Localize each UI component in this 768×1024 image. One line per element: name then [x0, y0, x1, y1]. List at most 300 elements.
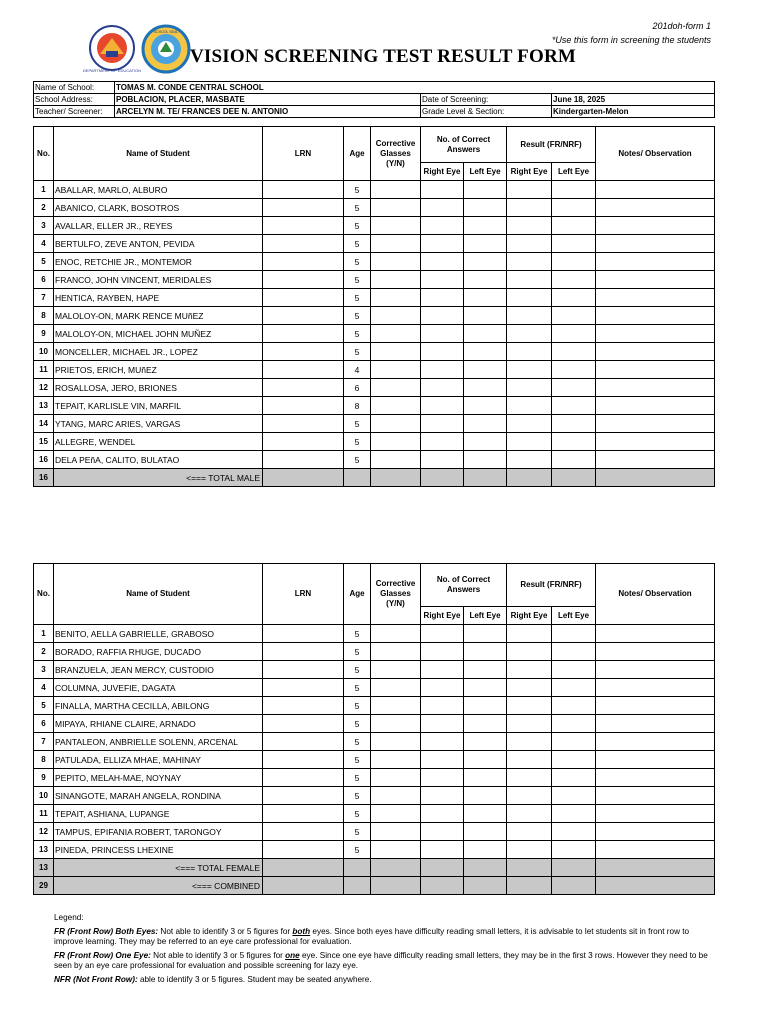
student-row: [34, 697, 715, 715]
student-no: 11: [34, 805, 54, 823]
legend-nfr-term: NFR (Not Front Row):: [54, 974, 138, 984]
result-left-eye: [552, 769, 596, 787]
student-glasses: [371, 805, 421, 823]
empty-cell: [464, 877, 507, 895]
student-age: 6: [344, 379, 371, 397]
student-lrn: [263, 823, 344, 841]
empty-cell: [344, 877, 371, 895]
date-label: Date of Screening:: [421, 94, 552, 106]
correct-left-eye: [464, 397, 507, 415]
student-name: TAMPUS, EPIFANIA ROBERT, TARONGOY: [54, 823, 263, 841]
legend-text: Not able to identify 3 or 5 figures for: [150, 950, 286, 960]
student-glasses: [371, 343, 421, 361]
result-left-eye: [552, 643, 596, 661]
correct-left-eye: [464, 841, 507, 859]
student-notes: [596, 235, 715, 253]
student-glasses: [371, 253, 421, 271]
student-row: [34, 643, 715, 661]
student-name: BERTULFO, ZEVE ANTON, PEVIDA: [54, 235, 263, 253]
correct-right-eye: [421, 415, 464, 433]
correct-left-eye: [464, 769, 507, 787]
student-lrn: [263, 769, 344, 787]
student-notes: [596, 841, 715, 859]
student-name: DELA PEñA, CALITO, BULATAO: [54, 451, 263, 469]
correct-left-eye: [464, 715, 507, 733]
school-label: Name of School:: [34, 82, 115, 94]
student-name: MONCELLER, MICHAEL JR., LOPEZ: [54, 343, 263, 361]
student-lrn: [263, 625, 344, 643]
student-lrn: [263, 751, 344, 769]
student-no: 16: [34, 451, 54, 469]
correct-left-eye: [464, 343, 507, 361]
student-age: 5: [344, 841, 371, 859]
student-age: 5: [344, 697, 371, 715]
correct-right-eye: [421, 451, 464, 469]
form-code: 201doh-form 1: [652, 21, 711, 31]
result-right-eye: [507, 271, 552, 289]
student-notes: [596, 343, 715, 361]
student-no: 7: [34, 733, 54, 751]
result-right-eye: [507, 217, 552, 235]
student-glasses: [371, 823, 421, 841]
student-age: 5: [344, 679, 371, 697]
empty-cell: [421, 877, 464, 895]
student-age: 5: [344, 271, 371, 289]
col-result-right: Right Eye: [507, 607, 552, 625]
student-row: [34, 661, 715, 679]
student-notes: [596, 217, 715, 235]
student-name: MALOLOY-ON, MARK RENCE MUñEZ: [54, 307, 263, 325]
student-no: 4: [34, 679, 54, 697]
student-glasses: [371, 697, 421, 715]
student-glasses: [371, 661, 421, 679]
student-row: [34, 361, 715, 379]
correct-right-eye: [421, 715, 464, 733]
student-no: 1: [34, 625, 54, 643]
result-left-eye: [552, 325, 596, 343]
student-glasses: [371, 235, 421, 253]
student-lrn: [263, 805, 344, 823]
student-lrn: [263, 397, 344, 415]
correct-right-eye: [421, 343, 464, 361]
result-left-eye: [552, 235, 596, 253]
result-right-eye: [507, 787, 552, 805]
student-no: 10: [34, 787, 54, 805]
result-left-eye: [552, 661, 596, 679]
col-result-right: Right Eye: [507, 163, 552, 181]
form-code-block: [552, 19, 711, 47]
result-right-eye: [507, 415, 552, 433]
student-age: 5: [344, 433, 371, 451]
result-right-eye: [507, 343, 552, 361]
correct-right-eye: [421, 361, 464, 379]
student-notes: [596, 253, 715, 271]
teacher-label: Teacher/ Screener:: [34, 106, 115, 118]
student-no: 6: [34, 715, 54, 733]
result-right-eye: [507, 751, 552, 769]
correct-left-eye: [464, 733, 507, 751]
col-no: No.: [34, 127, 54, 181]
student-no: 10: [34, 343, 54, 361]
student-row: [34, 307, 715, 325]
student-name: PATULADA, ELLIZA MHAE, MAHINAY: [54, 751, 263, 769]
student-row: [34, 715, 715, 733]
empty-cell: [507, 469, 552, 487]
result-right-eye: [507, 769, 552, 787]
result-right-eye: [507, 181, 552, 199]
student-glasses: [371, 271, 421, 289]
empty-cell: [464, 469, 507, 487]
result-right-eye: [507, 841, 552, 859]
student-notes: [596, 823, 715, 841]
correct-right-eye: [421, 697, 464, 715]
col-name: Name of Student: [54, 564, 263, 625]
student-row: [34, 253, 715, 271]
result-left-eye: [552, 751, 596, 769]
student-name: YTANG, MARC ARIES, VARGAS: [54, 415, 263, 433]
legend-fr-one-term: FR (Front Row) One Eye:: [54, 950, 151, 960]
correct-right-eye: [421, 397, 464, 415]
legend-fr-one: [54, 951, 714, 972]
result-left-eye: [552, 733, 596, 751]
student-glasses: [371, 625, 421, 643]
result-right-eye: [507, 823, 552, 841]
col-correct-left: Left Eye: [464, 607, 507, 625]
correct-right-eye: [421, 271, 464, 289]
student-age: 5: [344, 199, 371, 217]
student-lrn: [263, 415, 344, 433]
correct-right-eye: [421, 199, 464, 217]
correct-left-eye: [464, 787, 507, 805]
result-right-eye: [507, 697, 552, 715]
student-no: 7: [34, 289, 54, 307]
student-glasses: [371, 751, 421, 769]
col-glasses: Corrective Glasses (Y/N): [371, 127, 421, 181]
empty-cell: [344, 469, 371, 487]
correct-right-eye: [421, 661, 464, 679]
correct-left-eye: [464, 805, 507, 823]
col-correct: No. of Correct Answers: [421, 564, 507, 607]
empty-cell: [552, 877, 596, 895]
student-lrn: [263, 181, 344, 199]
student-glasses: [371, 361, 421, 379]
student-age: 5: [344, 325, 371, 343]
address-label: School Address:: [34, 94, 115, 106]
result-right-eye: [507, 379, 552, 397]
svg-text:DEPARTMENT OF EDUCATION: DEPARTMENT OF EDUCATION: [82, 68, 142, 73]
date-value: June 18, 2025: [552, 94, 715, 106]
correct-left-eye: [464, 625, 507, 643]
correct-left-eye: [464, 823, 507, 841]
correct-left-eye: [464, 697, 507, 715]
student-lrn: [263, 787, 344, 805]
student-no: 2: [34, 643, 54, 661]
student-name: FINALLA, MARTHA CECILLA, ABILONG: [54, 697, 263, 715]
student-lrn: [263, 643, 344, 661]
student-no: 5: [34, 697, 54, 715]
student-age: 5: [344, 733, 371, 751]
student-row: [34, 379, 715, 397]
student-no: 4: [34, 235, 54, 253]
student-glasses: [371, 787, 421, 805]
correct-right-eye: [421, 289, 464, 307]
student-notes: [596, 325, 715, 343]
empty-cell: [507, 859, 552, 877]
student-notes: [596, 379, 715, 397]
student-lrn: [263, 679, 344, 697]
result-right-eye: [507, 235, 552, 253]
student-notes: [596, 715, 715, 733]
student-lrn: [263, 307, 344, 325]
student-age: 5: [344, 751, 371, 769]
student-notes: [596, 625, 715, 643]
form-note: *Use this form in screening the students: [551, 35, 711, 45]
student-glasses: [371, 307, 421, 325]
legend-text: eyes. Since both eyes have difficulty reading small letters, it is advisable to let students sit in front row to improve learning. They may be referred to an eye care professional for evaluation.: [54, 926, 690, 946]
student-no: 14: [34, 415, 54, 433]
result-left-eye: [552, 697, 596, 715]
result-left-eye: [552, 823, 596, 841]
student-no: 5: [34, 253, 54, 271]
col-age: Age: [344, 127, 371, 181]
student-name: TEPAIT, KARLISLE VIN, MARFIL: [54, 397, 263, 415]
student-no: 11: [34, 361, 54, 379]
legend: [54, 913, 714, 988]
student-no: 1: [34, 181, 54, 199]
female-total-label: <=== TOTAL FEMALE: [54, 859, 263, 877]
student-age: 5: [344, 715, 371, 733]
student-notes: [596, 697, 715, 715]
student-name: PEPITO, MELAH-MAE, NOYNAY: [54, 769, 263, 787]
student-lrn: [263, 361, 344, 379]
result-left-eye: [552, 841, 596, 859]
empty-cell: [371, 469, 421, 487]
student-age: 5: [344, 289, 371, 307]
student-glasses: [371, 217, 421, 235]
result-right-eye: [507, 679, 552, 697]
student-lrn: [263, 715, 344, 733]
result-right-eye: [507, 715, 552, 733]
school-value: TOMAS M. CONDE CENTRAL SCHOOL: [115, 82, 715, 94]
student-notes: [596, 679, 715, 697]
col-lrn: LRN: [263, 564, 344, 625]
student-notes: [596, 433, 715, 451]
student-notes: [596, 199, 715, 217]
col-correct-right: Right Eye: [421, 163, 464, 181]
student-no: 13: [34, 841, 54, 859]
student-notes: [596, 397, 715, 415]
student-glasses: [371, 415, 421, 433]
empty-cell: [371, 859, 421, 877]
student-age: 5: [344, 415, 371, 433]
result-left-eye: [552, 343, 596, 361]
student-name: MIPAYA, RHIANE CLAIRE, ARNADO: [54, 715, 263, 733]
empty-cell: [596, 877, 715, 895]
student-glasses: [371, 733, 421, 751]
legend-emphasis: both: [292, 926, 311, 936]
student-notes: [596, 307, 715, 325]
student-lrn: [263, 661, 344, 679]
student-age: 5: [344, 235, 371, 253]
correct-right-eye: [421, 643, 464, 661]
col-correct: No. of Correct Answers: [421, 127, 507, 163]
student-glasses: [371, 769, 421, 787]
result-right-eye: [507, 643, 552, 661]
student-age: 4: [344, 361, 371, 379]
correct-left-eye: [464, 181, 507, 199]
empty-cell: [464, 859, 507, 877]
result-left-eye: [552, 289, 596, 307]
legend-emphasis: one: [285, 950, 300, 960]
col-glasses: Corrective Glasses (Y/N): [371, 564, 421, 625]
correct-left-eye: [464, 199, 507, 217]
student-lrn: [263, 271, 344, 289]
student-row: [34, 325, 715, 343]
student-notes: [596, 271, 715, 289]
col-name: Name of Student: [54, 127, 263, 181]
student-name: ABALLAR, MARLO, ALBURO: [54, 181, 263, 199]
correct-right-eye: [421, 217, 464, 235]
correct-left-eye: [464, 235, 507, 253]
student-row: [34, 415, 715, 433]
empty-cell: [263, 469, 344, 487]
student-lrn: [263, 451, 344, 469]
result-right-eye: [507, 199, 552, 217]
student-name: PINEDA, PRINCESS LHEXINE: [54, 841, 263, 859]
student-age: 5: [344, 661, 371, 679]
result-left-eye: [552, 679, 596, 697]
student-row: [34, 751, 715, 769]
result-left-eye: [552, 787, 596, 805]
student-lrn: [263, 433, 344, 451]
student-glasses: [371, 325, 421, 343]
grade-label: Grade Level & Section:: [421, 106, 552, 118]
correct-right-eye: [421, 787, 464, 805]
student-name: ENOC, RETCHIE JR., MONTEMOR: [54, 253, 263, 271]
student-no: 8: [34, 751, 54, 769]
correct-left-eye: [464, 271, 507, 289]
result-right-eye: [507, 451, 552, 469]
student-lrn: [263, 841, 344, 859]
correct-left-eye: [464, 307, 507, 325]
student-age: 5: [344, 787, 371, 805]
student-age: 5: [344, 643, 371, 661]
result-left-eye: [552, 625, 596, 643]
empty-cell: [263, 859, 344, 877]
student-glasses: [371, 679, 421, 697]
student-name: ALLEGRE, WENDEL: [54, 433, 263, 451]
student-lrn: [263, 253, 344, 271]
student-glasses: [371, 451, 421, 469]
student-lrn: [263, 343, 344, 361]
result-right-eye: [507, 733, 552, 751]
address-value: POBLACION, PLACER, MASBATE: [115, 94, 421, 106]
student-no: 3: [34, 217, 54, 235]
legend-title: Legend:: [54, 913, 84, 922]
student-name: HENTICA, RAYBEN, HAPE: [54, 289, 263, 307]
school-seal-logo: [140, 24, 192, 79]
school-info-table: [33, 81, 715, 118]
student-notes: [596, 787, 715, 805]
student-glasses: [371, 181, 421, 199]
correct-left-eye: [464, 361, 507, 379]
correct-left-eye: [464, 433, 507, 451]
student-row: [34, 787, 715, 805]
correct-right-eye: [421, 625, 464, 643]
student-no: 15: [34, 433, 54, 451]
student-age: 5: [344, 217, 371, 235]
empty-cell: [421, 859, 464, 877]
result-right-eye: [507, 805, 552, 823]
student-glasses: [371, 397, 421, 415]
col-lrn: LRN: [263, 127, 344, 181]
student-row: [34, 397, 715, 415]
student-row: [34, 271, 715, 289]
correct-left-eye: [464, 379, 507, 397]
student-age: 5: [344, 805, 371, 823]
result-right-eye: [507, 361, 552, 379]
svg-text:SCHOOL SEAL: SCHOOL SEAL: [153, 30, 179, 34]
student-notes: [596, 751, 715, 769]
female-total-count: 13: [34, 859, 54, 877]
col-result: Result (FR/NRF): [507, 564, 596, 607]
student-lrn: [263, 733, 344, 751]
col-age: Age: [344, 564, 371, 625]
student-age: 5: [344, 181, 371, 199]
result-left-eye: [552, 379, 596, 397]
male-total-label: <=== TOTAL MALE: [54, 469, 263, 487]
correct-right-eye: [421, 253, 464, 271]
col-result: Result (FR/NRF): [507, 127, 596, 163]
col-notes: Notes/ Observation: [596, 127, 715, 181]
student-row: [34, 733, 715, 751]
result-left-eye: [552, 715, 596, 733]
correct-right-eye: [421, 823, 464, 841]
male-total-count: 16: [34, 469, 54, 487]
student-row: [34, 181, 715, 199]
result-left-eye: [552, 415, 596, 433]
student-name: BENITO, AELLA GABRIELLE, GRABOSO: [54, 625, 263, 643]
student-no: 9: [34, 325, 54, 343]
correct-right-eye: [421, 769, 464, 787]
female-students-table: [33, 563, 715, 895]
student-name: PRIETOS, ERICH, MUñEZ: [54, 361, 263, 379]
empty-cell: [596, 469, 715, 487]
result-left-eye: [552, 451, 596, 469]
student-glasses: [371, 841, 421, 859]
student-notes: [596, 805, 715, 823]
result-right-eye: [507, 307, 552, 325]
result-right-eye: [507, 433, 552, 451]
result-left-eye: [552, 307, 596, 325]
student-glasses: [371, 433, 421, 451]
student-name: SINANGOTE, MARAH ANGELA, RONDINA: [54, 787, 263, 805]
student-notes: [596, 769, 715, 787]
student-notes: [596, 643, 715, 661]
student-row: [34, 769, 715, 787]
result-left-eye: [552, 217, 596, 235]
student-row: [34, 805, 715, 823]
correct-right-eye: [421, 805, 464, 823]
empty-cell: [596, 859, 715, 877]
student-glasses: [371, 643, 421, 661]
student-row: [34, 343, 715, 361]
result-right-eye: [507, 397, 552, 415]
result-right-eye: [507, 325, 552, 343]
correct-left-eye: [464, 325, 507, 343]
legend-fr-both-term: FR (Front Row) Both Eyes:: [54, 926, 159, 936]
student-lrn: [263, 235, 344, 253]
